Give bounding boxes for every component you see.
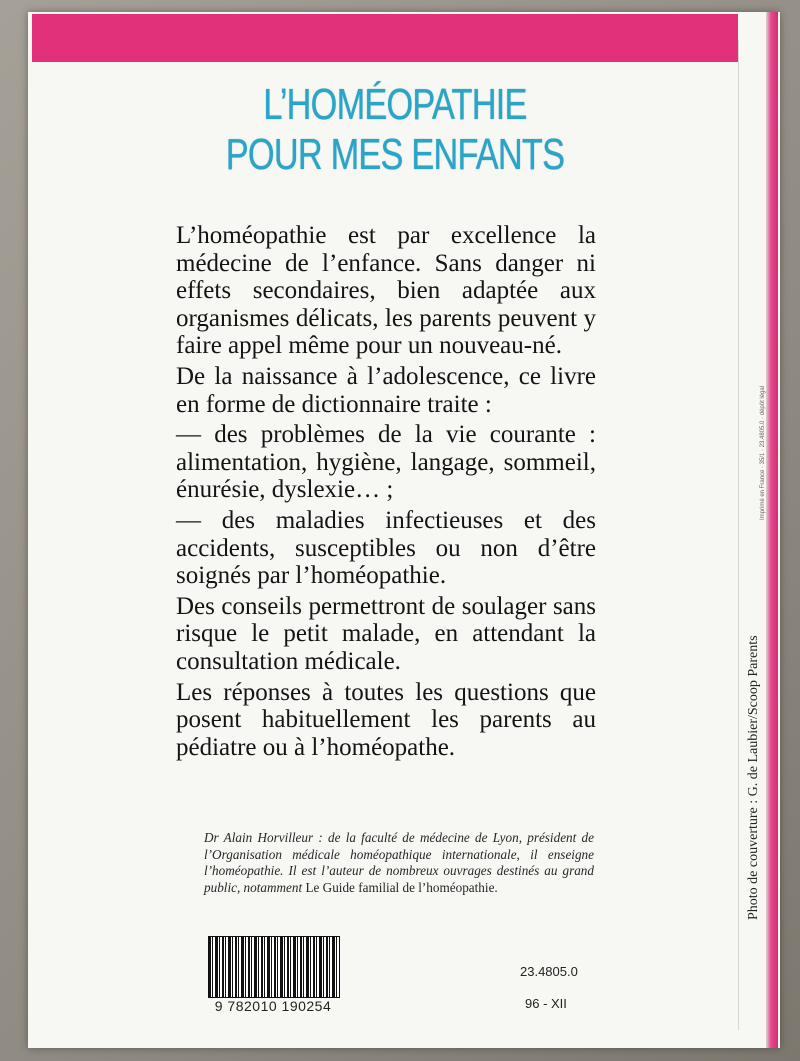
spine-fold-line — [738, 40, 739, 1030]
title-line-1: L’HOMÉOPATHIE — [263, 80, 527, 129]
blurb-paragraph: — des problèmes de la vie courante : alimentation, hygiène, langage, sommeil, énurésie, dyslexie… ; — [176, 421, 596, 504]
author-book-title: Le Guide familial de l’homéopathie. — [305, 879, 498, 895]
barcode-number: 9 782010 190254 — [214, 998, 332, 1014]
printer-note: Imprimé en France · 35/1 · 23.4805.0 · dépôt légal — [760, 385, 766, 520]
reference-code: 23.4805.0 — [520, 964, 578, 979]
pink-header-band — [32, 14, 738, 62]
blurb-paragraph: Des conseils permettront de soulager sans risque le petit malade, en attendant la consultation médicale. — [176, 592, 596, 675]
author-bio — [204, 830, 594, 896]
photo-credit: Photo de couverture : G. de Laubier/Scoop Parents — [746, 635, 761, 920]
blurb-paragraph: L’homéopathie est par excellence la médecine de l’enfance. Sans danger ni effets secondaires, bien adaptée aux organismes délicats, les parents peuvent y faire appel même pour un nouveau-né. — [176, 222, 596, 360]
author-bio-text: Dr Alain Horvilleur : de la faculté de médecine de Lyon, président de l’Organisation médicale homéopathique internationale, il enseigne l’homéopathie. Il est l’auteur de nombreux ouvrages destinés au grand public, notamment — [204, 830, 594, 895]
isbn-barcode — [208, 936, 338, 1014]
blurb-paragraph: Les réponses à toutes les questions que posent habituellement les parents au pédiatre ou à l’homéopathe. — [176, 678, 596, 761]
title-line-2: POUR MES ENFANTS — [225, 130, 565, 179]
book-title — [204, 80, 586, 180]
blurb-paragraph: De la naissance à l’adolescence, ce livre en forme de dictionnaire traite : — [176, 362, 596, 418]
blurb-text — [176, 222, 596, 764]
book-spine-edge — [766, 12, 778, 1048]
barcode-bars — [208, 936, 340, 998]
issue-code: 96 - XII — [525, 996, 567, 1011]
blurb-paragraph: — des maladies infectieuses et des accidents, susceptibles ou non d’être soignés par l’homéopathie. — [176, 506, 596, 590]
